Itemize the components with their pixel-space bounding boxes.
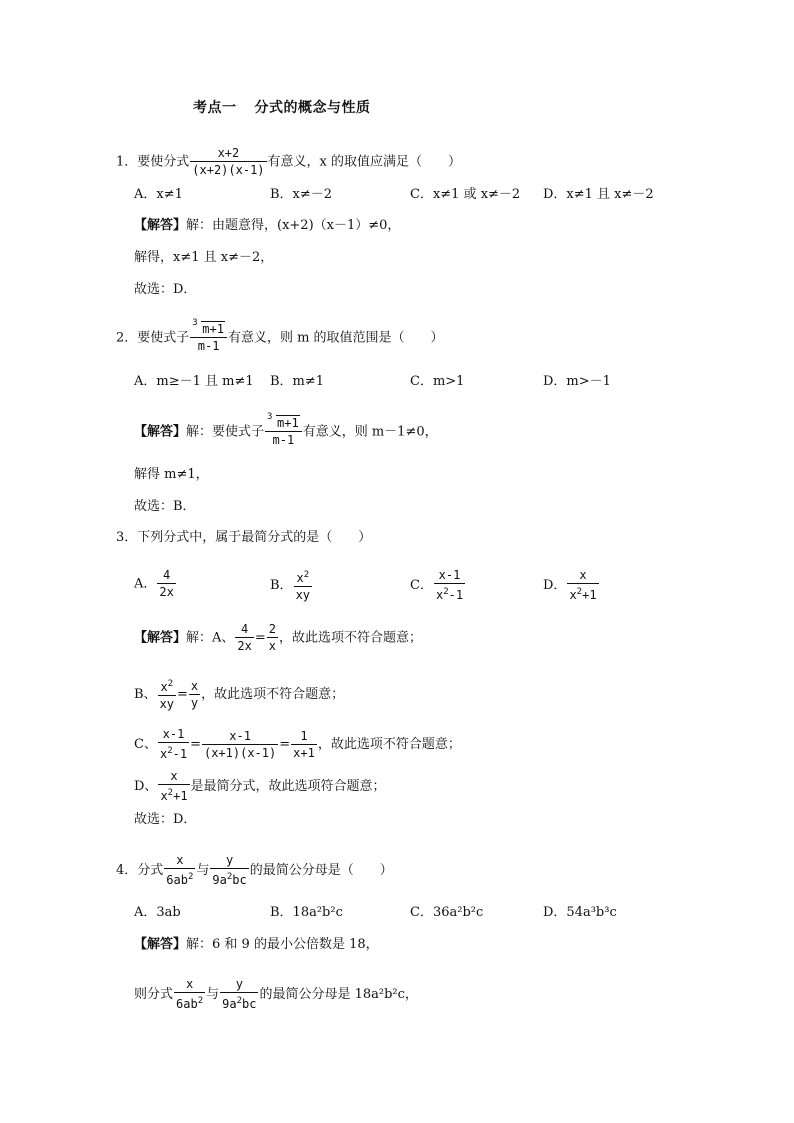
q4-answer-line2: 则分式 $\frac{x}{6ab^2}$ 与 $\frac{y}{9a^2bc}$ 的最简公分母是 18a²b²c， bbox=[134, 977, 418, 1011]
q3-option-a: A． $\frac{4}{2x}$ bbox=[134, 568, 174, 599]
q1-option-d: D．x≠1 且 x≠－2 bbox=[543, 187, 654, 202]
q3-option-b: B． $\frac{x^2}{xy}$ bbox=[270, 570, 311, 602]
q2-answer-line2: 解得 m≠1， bbox=[134, 467, 209, 482]
q1-answer-line1: 【解答】解：由题意得，(x+2)（x－1）≠0， bbox=[134, 218, 401, 233]
q2-answer-fraction: 3 m+1 m-1 bbox=[265, 416, 302, 448]
cube-root: 3 m+1 bbox=[192, 318, 224, 336]
q3-answer-end: 故选：D． bbox=[134, 812, 197, 827]
q2-option-d: D．m>－1 bbox=[543, 374, 611, 389]
q2-option-a: A．m≥－1 且 m≠1 bbox=[134, 374, 254, 389]
q4-answer-line1: 【解答】解：6 和 9 的最小公倍数是 18， bbox=[134, 937, 379, 952]
q1-option-b: B．x≠－2 bbox=[270, 187, 333, 202]
q3-option-c: C． $\frac{x-1}{x^2-1}$ bbox=[410, 568, 464, 602]
section-title bbox=[193, 99, 371, 117]
title-part2: 分式的概念与性质 bbox=[254, 100, 371, 116]
q1-option-c: C．x≠1 或 x≠－2 bbox=[410, 187, 521, 202]
q3-stem: 3．下列分式中，属于最简分式的是（ ） bbox=[116, 530, 372, 545]
q2-fraction: 3 m+1 m-1 bbox=[190, 322, 227, 354]
q4-option-a: A．3ab bbox=[134, 905, 181, 920]
q4-option-b: B．18a²b²c bbox=[270, 905, 343, 920]
q1-option-a: A．x≠1 bbox=[134, 187, 183, 202]
q2-answer-line1: 【解答】解：要使式子 3 m+1 m-1 有意义，则 m－1≠0， bbox=[134, 412, 438, 447]
q1-answer-line2: 解得，x≠1 且 x≠－2， bbox=[134, 250, 274, 265]
q2-option-c: C．m>1 bbox=[410, 374, 465, 389]
q4-stem: 4．分式 $\frac{x}{6ab^2}$ 与 $\frac{y}{9a^2bc}$ 的最简公分母是（ ） bbox=[116, 853, 393, 887]
q3-answer-d: D、 $\frac{x}{x^2+1}$ 是最简分式，故此选项符合题意； bbox=[134, 769, 386, 803]
q4-option-c: C．36a²b²c bbox=[410, 905, 484, 920]
q3-answer-c: C、 $\frac{x-1}{x^2-1}$ = $\frac{x-1}{(x+1)(x-1)}$ = $\frac{1}{x+1}$ ，故此选项不符合题意； bbox=[134, 727, 461, 761]
q2-answer-line3: 故选：B． bbox=[134, 499, 196, 514]
q3-answer-b: B、 $\frac{x^2}{xy}$ = $\frac{x}{y}$ ，故此选项不符合题意； bbox=[134, 678, 345, 711]
q2-option-b: B．m≠1 bbox=[270, 374, 325, 389]
q4-option-d: D．54a³b³c bbox=[543, 905, 617, 920]
q1-stem: 1．要使分式 $\frac{x+2}{(x+2)(x-1)}$ 有意义，x 的取值应满足（ ） bbox=[116, 146, 461, 177]
title-part1: 考点一 bbox=[193, 100, 237, 116]
q3-answer-a: 【解答】解：A、 $\frac{4}{2x}$ = $\frac{2}{x}$ ，故此选项不符合题意； bbox=[134, 622, 423, 653]
q3-option-d: D． $\frac{x}{x^2+1}$ bbox=[543, 568, 597, 602]
q2-stem: 2．要使式子 3 m+1 m-1 有意义，则 m 的取值范围是（ ） bbox=[116, 318, 444, 353]
q1-answer-line3: 故选：D． bbox=[134, 282, 197, 297]
q1-fraction: $\frac{x+2}{(x+2)(x-1)}$ bbox=[192, 146, 265, 177]
